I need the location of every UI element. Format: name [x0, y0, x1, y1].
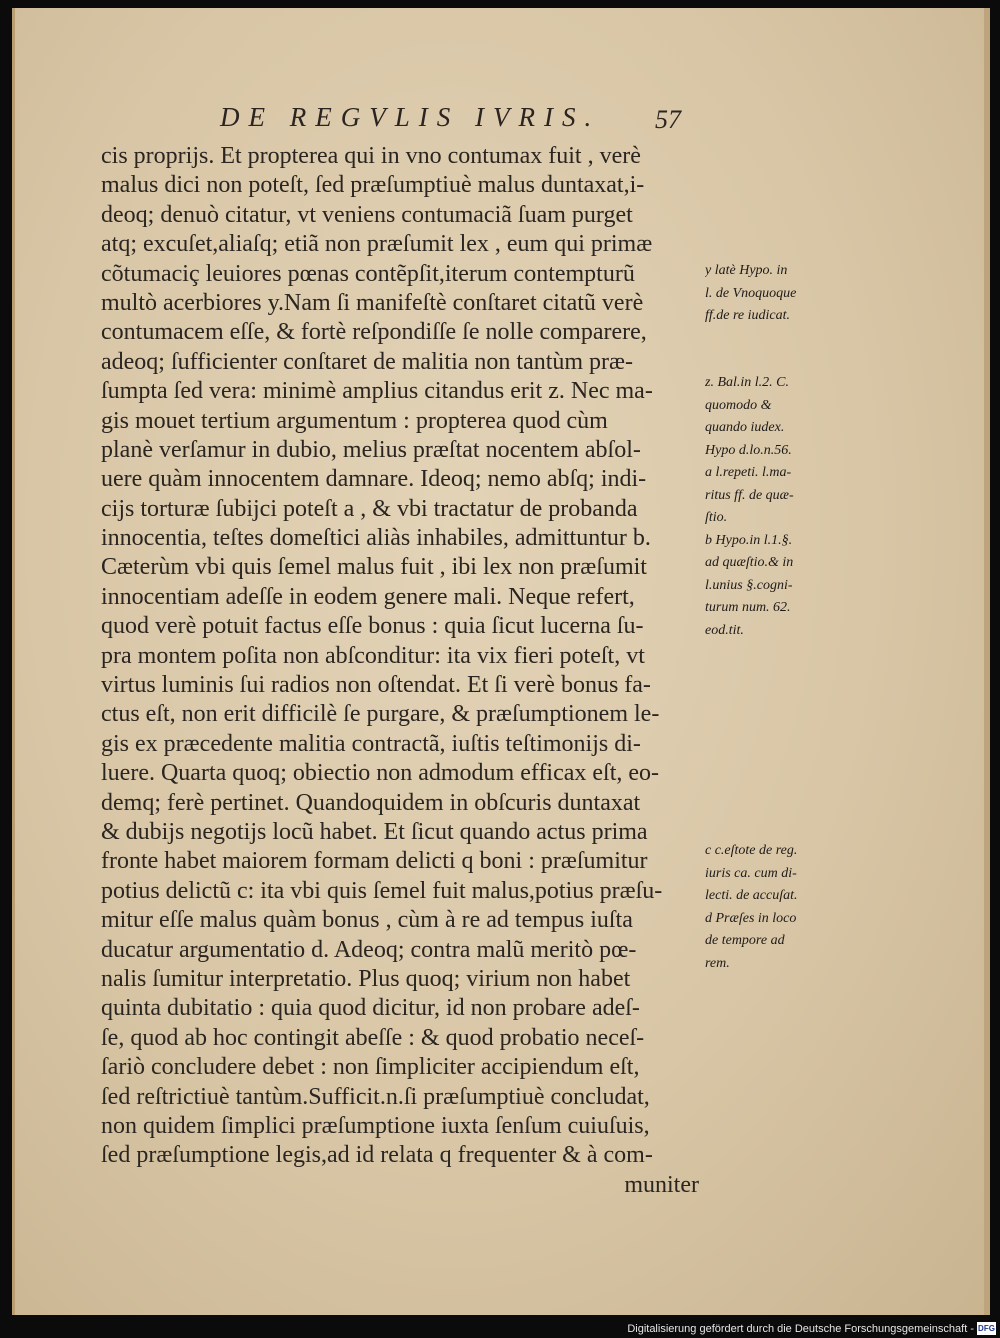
text-line: adeoq; ſufficienter conſtaret de malitia non tantùm præ- — [101, 348, 634, 375]
text-line: ſariò concludere debet : non ſimpliciter accipiendum eſt, — [101, 1054, 640, 1081]
marginal-note-line: Hypo d.lo.n.56. — [705, 442, 792, 458]
text-line: demq; ferè pertinet. Quandoquidem in obſcuris duntaxat — [101, 789, 641, 816]
book-page — [12, 8, 990, 1315]
marginal-note-line: l. de Vnoquoque — [705, 285, 797, 301]
text-line: ſed præſumptione legis,ad id relata q frequenter & à com- — [101, 1142, 653, 1169]
dfg-logo: DFG — [978, 1324, 995, 1333]
marginal-note-z-a-b — [705, 372, 865, 642]
text-line: mitur eſſe malus quàm bonus , cùm à re ad tempus iuſta — [101, 907, 633, 934]
marginal-note-line: c c.eſtote de reg. — [705, 843, 798, 858]
text-line: quinta dubitatio : quia quod dicitur, id non probare adeſ- — [101, 995, 640, 1022]
marginal-note-line: eod.tit. — [705, 622, 744, 638]
marginal-note-line: lecti. de accuſat. — [705, 888, 798, 903]
text-line: non quidem ſimplici præſumptione iuxta ſenſum cuiuſuis, — [101, 1112, 650, 1139]
text-line: virtus luminis ſui radios non oſtendat. Et ſi verè bonus fa- — [101, 672, 651, 699]
running-head: DE REGVLIS IVRIS. — [220, 102, 601, 132]
text-line: planè verſamur in dubio, melius præſtat nocentem abſol- — [101, 436, 641, 463]
text-line: quod verè potuit factus eſſe bonus : quia ſicut lucerna ſu- — [101, 613, 644, 640]
text-line: pra montem poſita non abſconditur: ita vix fieri poteſt, vt — [101, 642, 645, 669]
marginal-note-line: ſtio. — [705, 510, 728, 525]
marginal-note-line: ad quæſtio.& in — [705, 555, 794, 570]
text-line: cijs torturæ ſubijci poteſt a , & vbi tractatur de probanda — [101, 495, 638, 522]
text-line: ducatur argumentatio d. Adeoq; contra malũ meritò pœ- — [101, 936, 637, 963]
text-line: ſumpta ſed vera: minimè amplius citandus erit z. Nec ma- — [101, 378, 653, 405]
marginal-note-line: ff.de re iudicat. — [705, 308, 791, 323]
text-line: ſe, quod ab hoc contingit abeſſe : & quod probatio neceſ- — [101, 1024, 645, 1051]
text-line: multò acerbiores y.Nam ſi manifeſtè conſtaret citatũ verè — [101, 289, 644, 316]
marginal-note-line: rem. — [705, 955, 730, 971]
catchword: muniter — [624, 1171, 699, 1198]
marginal-note-line: a l.repeti. l.ma- — [705, 465, 792, 480]
marginal-note-line: d Præſes in loco — [705, 910, 797, 926]
text-line: cis proprijs. Et propterea qui in vno contumax fuit , verè — [101, 143, 641, 169]
marginal-note-line: y latè Hypo. in — [705, 263, 788, 278]
marginal-note-line: l.unius §.cogni- — [705, 577, 793, 593]
text-line: fronte habet maiorem formam delicti q boni : præſumitur — [101, 848, 648, 875]
marginal-note-line: z. Bal.in l.2. C. — [705, 375, 790, 390]
marginal-note-line: turum num. 62. — [705, 600, 791, 615]
marginal-note-line: de tempore ad — [705, 933, 785, 948]
marginal-note-y — [705, 260, 865, 328]
marginal-note-c-d — [705, 840, 865, 975]
text-line: ctus eſt, non erit difficilè ſe purgare, & præſumptionem le- — [101, 701, 660, 728]
body-text — [101, 142, 711, 1200]
marginal-note-line: ritus ff. de quæ- — [705, 487, 794, 503]
text-line: deoq; denuò citatur, vt veniens contumaciã ſuam purget — [101, 201, 633, 228]
page-edge — [984, 8, 990, 1315]
text-line: cõtumaciç leuiores pœnas contẽpſit,iterum contempturũ — [101, 260, 635, 287]
marginal-note-line: quando iudex. — [705, 420, 785, 435]
text-line: ſed reſtrictiuè tantùm.Sufficit.n.ſi præſumptiuè concludat, — [101, 1083, 650, 1110]
text-line: luere. Quarta quoq; obiectio non admodum efficax eſt, eo- — [101, 760, 660, 787]
marginal-note-line: quomodo & — [705, 397, 772, 413]
text-line: innocentiam adeſſe in eodem genere mali. Neque refert, — [101, 583, 635, 610]
text-line: Cæterùm vbi quis ſemel malus fuit , ibi lex non præſumit — [101, 554, 647, 581]
text-line: malus dici non poteſt, ſed præſumptiuè malus duntaxat,i- — [101, 172, 645, 199]
digitization-credit: Digitalisierung gefördert durch die Deutsche Forschungsgemeinschaft - — [627, 1323, 974, 1335]
text-line: contumacem eſſe, & fortè reſpondiſſe ſe nolle comparere, — [101, 319, 647, 346]
text-line: gis ex præcedente malitia contractã, iuſtis teſtimonijs di- — [101, 730, 641, 757]
marginal-note-line: iuris ca. cum di- — [705, 865, 797, 881]
text-line: nalis ſumitur interpretatio. Plus quoq; virium non habet — [101, 965, 631, 992]
text-line: atq; excuſet,aliaſq; etiã non præſumit lex , eum qui primæ — [101, 231, 653, 258]
text-line: potius delictũ c: ita vbi quis ſemel fuit malus,potius præſu- — [101, 877, 663, 904]
marginal-note-line: b Hypo.in l.1.§. — [705, 532, 793, 548]
text-line: & dubijs negotijs locũ habet. Et ſicut quando actus prima — [101, 818, 648, 845]
page-number: 57 — [655, 105, 681, 134]
text-line: uere quàm innocentem damnare. Ideoq; nemo abſq; indi- — [101, 466, 647, 493]
text-line: innocentia, teſtes domeſtici aliàs inhabiles, admittuntur b. — [101, 525, 651, 552]
text-line: gis mouet tertium argumentum : propterea quod cùm — [101, 407, 608, 434]
